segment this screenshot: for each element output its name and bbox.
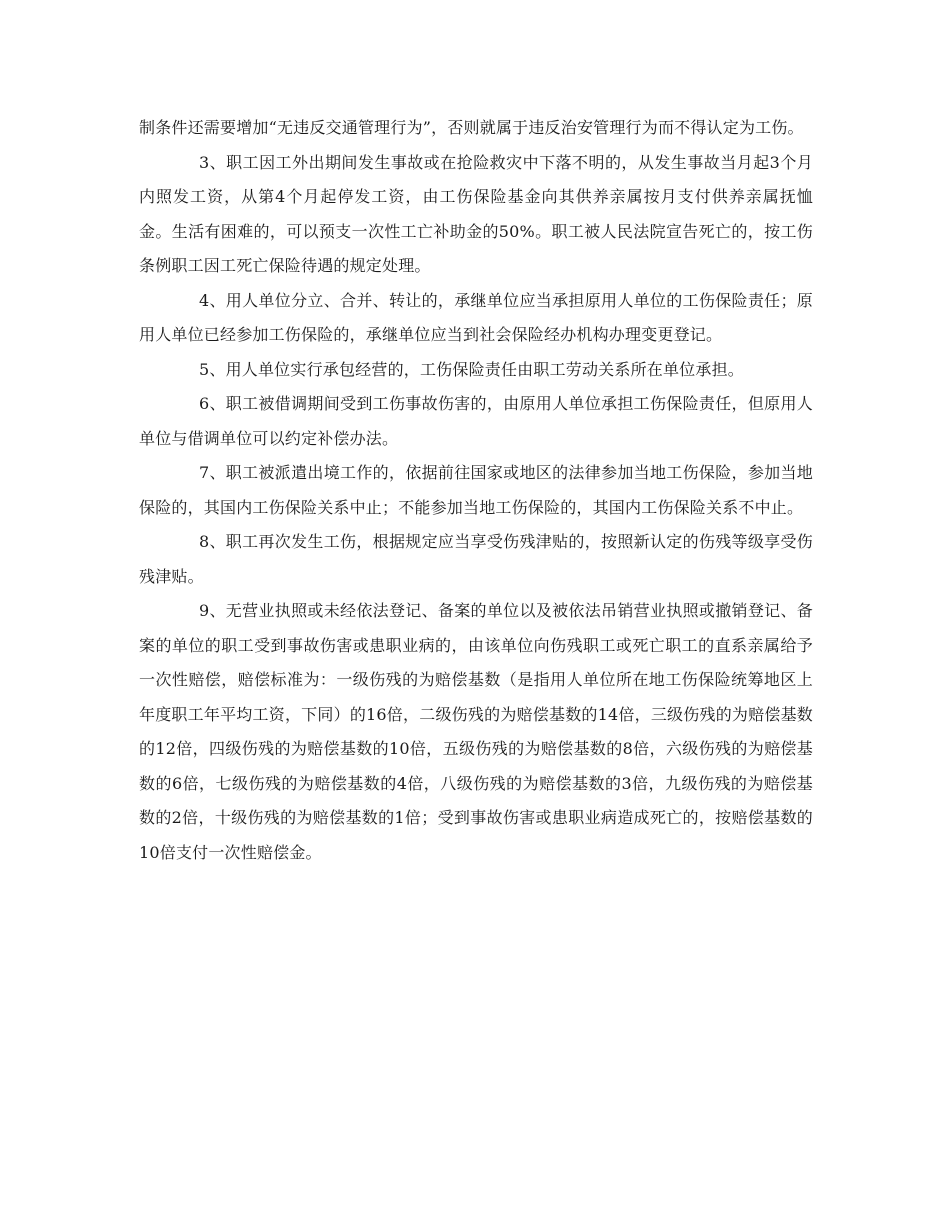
paragraph-item-4: 4、用人单位分立、合并、转让的，承继单位应当承担原用人单位的工伤保险责任；原用人单位已经参加工伤保险的，承继单位应当到社会保险经办机构办理变更登记。 [139,290,813,344]
paragraph-item-6: 6、职工被借调期间受到工伤事故伤害的，由原用人单位承担工伤保险责任，但原用人单位与借调单位可以约定补偿办法。 [139,394,813,448]
paragraph-item-5: 5、用人单位实行承包经营的，工伤保险责任由职工劳动关系所在单位承担。 [199,359,744,379]
document-page [139,111,813,870]
paragraph-item-7: 7、职工被派遣出境工作的，依据前往国家或地区的法律参加当地工伤保险，参加当地保险的，其国内工伤保险关系中止；不能参加当地工伤保险的，其国内工伤保险关系不中止。 [139,463,813,517]
paragraph-item-3: 3、职工因工外出期间发生事故或在抢险救灾中下落不明的，从发生事故当月起3个月内照发工资，从第4个月起停发工资，由工伤保险基金向其供养亲属按月支付供养亲属抚恤金。生活有困难的，可以预支一次性工亡补助金的50%。职工被人民法院宣告死亡的，按工伤条例职工因工死亡保险待遇的规定处理。 [139,152,813,275]
paragraph-item-9: 9、无营业执照或未经依法登记、备案的单位以及被依法吊销营业执照或撤销登记、备案的单位的职工受到事故伤害或患职业病的，由该单位向伤残职工或死亡职工的直系亲属给予一次性赔偿，赔偿标准为：一级伤残的为赔偿基数（是指用人单位所在地工伤保险统筹地区上年度职工年平均工资，下同）的16倍，二级伤残的为赔偿基数的14倍，三级伤残的为赔偿基数的12倍，四级伤残的为赔偿基数的10倍，五级伤残的为赔偿基数的8倍，六级伤残的为赔偿基数的6倍，七级伤残的为赔偿基数的4倍，八级伤残的为赔偿基数的3倍，九级伤残的为赔偿基数的2倍，十级伤残的为赔偿基数的1倍；受到事故伤害或患职业病造成死亡的，按赔偿基数的10倍支付一次性赔偿金。 [139,601,813,862]
paragraph-continued: 制条件还需要增加“无违反交通管理行为”，否则就属于违反治安管理行为而不得认定为工伤。 [139,118,804,137]
paragraph-item-8: 8、职工再次发生工伤，根据规定应当享受伤残津贴的，按照新认定的伤残等级享受伤残津贴。 [139,532,813,586]
